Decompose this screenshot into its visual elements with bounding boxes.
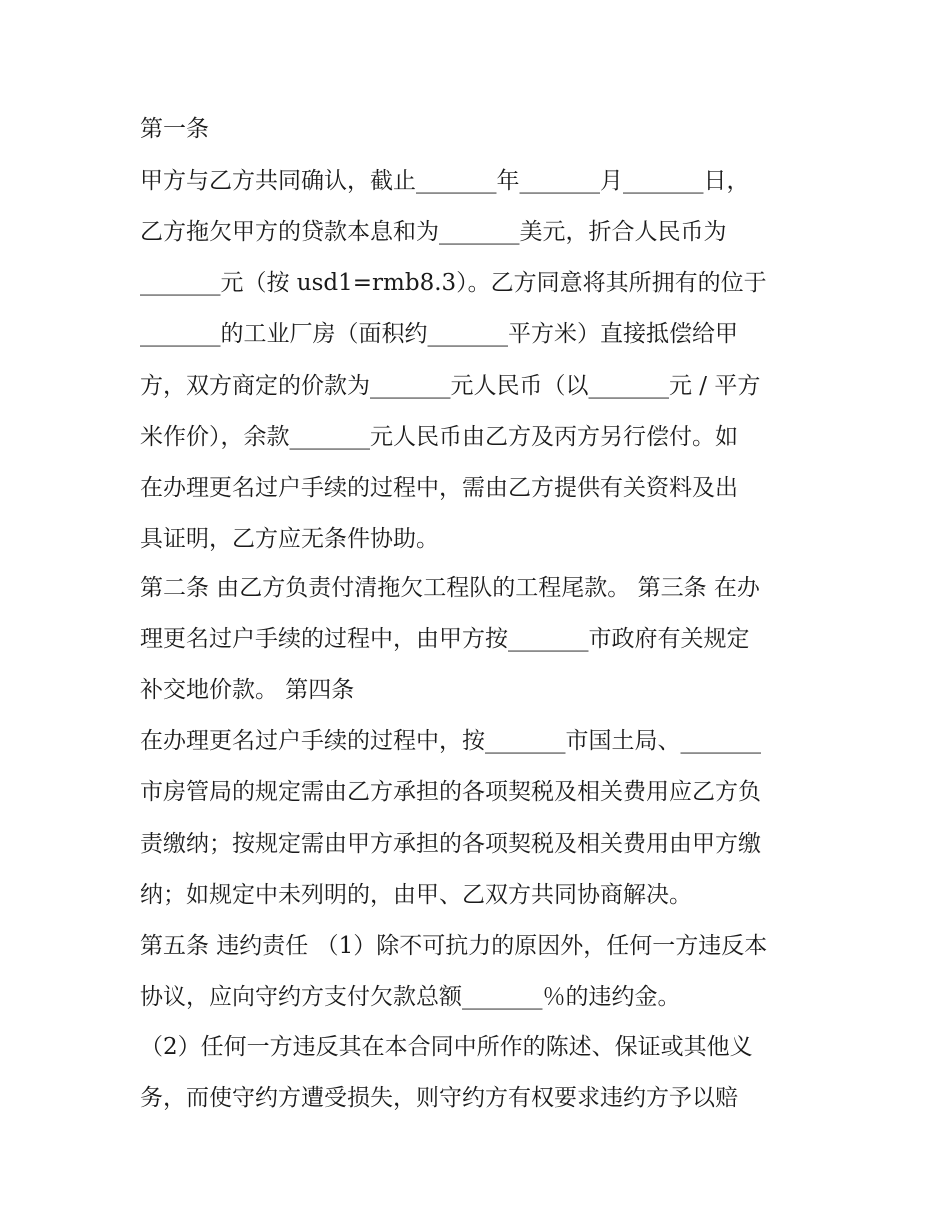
text-line: 第二条 由乙方负责付清拖欠工程队的工程尾款。 第三条 在办 bbox=[140, 575, 760, 601]
text-line: 市房管局的规定需由乙方承担的各项契税及相关费用应乙方负 bbox=[140, 779, 761, 805]
text-line: 具证明，乙方应无条件协助。 bbox=[140, 526, 439, 552]
text-line: 甲方与乙方共同确认，截止_______年_______月_______日， bbox=[140, 168, 750, 194]
text-line: 纳；如规定中未列明的，由甲、乙双方共同协商解决。 bbox=[140, 882, 692, 908]
text-line: 在办理更名过户手续的过程中，需由乙方提供有关资料及出 bbox=[140, 475, 738, 501]
text-line: _______元（按 usd1=rmb8.3）。乙方同意将其所拥有的位于 bbox=[140, 270, 767, 296]
text-line: 第五条 违约责任 （1）除不可抗力的原因外，任何一方违反本 bbox=[140, 933, 768, 959]
text-line: 理更名过户手续的过程中，由甲方按_______市政府有关规定 bbox=[140, 626, 750, 652]
text-line: 务，而使守约方遭受损失，则守约方有权要求违约方予以赔 bbox=[140, 1085, 738, 1111]
text-line: 乙方拖欠甲方的贷款本息和为_______美元，折合人民币为 bbox=[140, 219, 727, 245]
text-line: 米作价），余款_______元人民币由乙方及丙方另行偿付。如 bbox=[140, 424, 738, 450]
text-line: 责缴纳；按规定需由甲方承担的各项契税及相关费用由甲方缴 bbox=[140, 831, 761, 857]
text-line: 第一条 bbox=[140, 116, 209, 142]
text-line: 补交地价款。 第四条 bbox=[140, 677, 355, 703]
text-line: 协议，应向守约方支付欠款总额_______％的违约金。 bbox=[140, 984, 681, 1010]
text-line: （2）任何一方违反其在本合同中所作的陈述、保证或其他义 bbox=[140, 1034, 753, 1060]
text-line: _______的工业厂房（面积约_______平方米）直接抵偿给甲 bbox=[140, 321, 738, 347]
text-line: 在办理更名过户手续的过程中，按_______市国土局、_______ bbox=[140, 728, 761, 754]
text-line: 方，双方商定的价款为_______元人民币（以_______元 / 平方 bbox=[140, 373, 761, 399]
